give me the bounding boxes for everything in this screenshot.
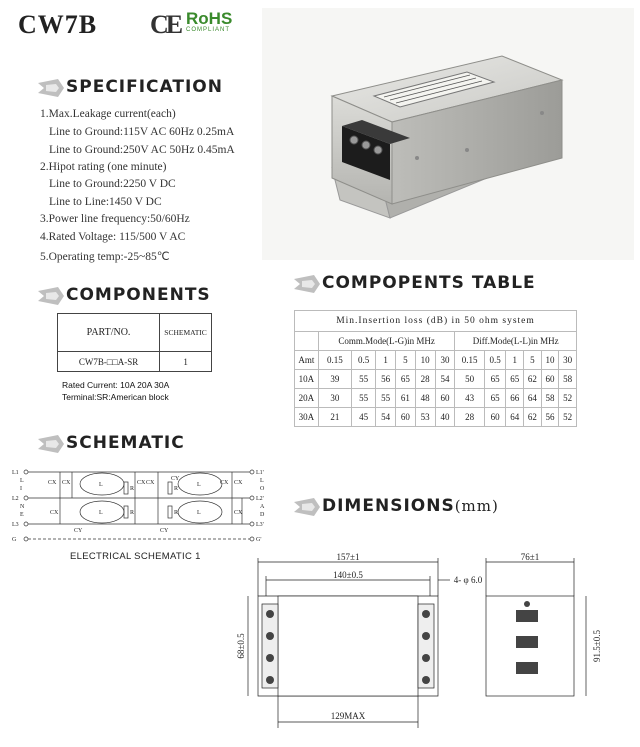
components-table-title: COMPOPENTS TABLE	[322, 273, 536, 293]
insertion-loss-value-cell: 54	[376, 408, 396, 427]
insertion-loss-value-cell: 65	[395, 370, 415, 389]
spec-line-2: Line to Ground:115V AC 60Hz 0.25mA	[49, 126, 235, 138]
insertion-loss-value-cell: 21	[318, 408, 351, 427]
model-title: CW7B	[18, 10, 98, 39]
insertion-loss-value-cell: 60	[484, 408, 506, 427]
dim-holes: 4- φ 6.0	[453, 575, 483, 585]
schem-label-gp: G'	[256, 537, 262, 543]
schem-line-letter: I	[20, 486, 22, 492]
schem-load-letter: L	[260, 478, 264, 484]
schem-coil: L	[99, 482, 103, 488]
section-bullet-icon	[294, 275, 320, 293]
schem-line-letter: N	[20, 504, 25, 510]
schem-coil: L	[197, 482, 201, 488]
section-bullet-icon	[38, 435, 64, 453]
insertion-loss-freq-cell: Amt	[295, 351, 319, 370]
blank-cell	[295, 332, 319, 351]
electrical-schematic-diagram	[10, 462, 280, 548]
insertion-loss-value-cell: 50	[455, 370, 485, 389]
insertion-loss-value-cell: 28	[455, 408, 485, 427]
components-title: COMPONENTS	[66, 285, 211, 305]
insertion-loss-freq-cell: 10	[415, 351, 435, 370]
insertion-loss-value-cell: 60	[395, 408, 415, 427]
parts-cell-partno: CW7B-□□A-SR	[58, 352, 160, 372]
schem-cy: CY	[160, 528, 169, 534]
insertion-loss-freq-cell: 5	[524, 351, 542, 370]
schem-cx: CX	[48, 480, 57, 486]
insertion-loss-freq-cell: 0.15	[318, 351, 351, 370]
terminal-note: Terminal:SR:American block	[62, 392, 169, 402]
insertion-loss-table	[294, 310, 577, 427]
spec-line-4: 2.Hipot rating (one minute)	[40, 161, 167, 173]
schem-label-g: G	[12, 537, 17, 543]
spec-line-8: 4.Rated Voltage: 115/500 V AC	[40, 231, 186, 243]
schem-cx: CX	[234, 510, 243, 516]
insertion-loss-value-cell: 64	[506, 408, 524, 427]
schem-cx: CX	[62, 480, 71, 486]
insertion-loss-value-cell: 40	[435, 408, 455, 427]
schem-label-l3p: L3'	[256, 522, 264, 528]
rohs-text: RoHS	[186, 9, 233, 28]
schem-load-letter: D	[260, 512, 265, 518]
insertion-loss-value-cell: 60	[435, 389, 455, 408]
insertion-loss-value-cell: 56	[541, 408, 559, 427]
insertion-loss-value-cell: 30A	[295, 408, 319, 427]
schem-load-letter: O	[260, 486, 265, 492]
insertion-loss-value-cell: 48	[415, 389, 435, 408]
insertion-loss-header-row	[295, 351, 577, 370]
spec-line-7: 3.Power line frequency:50/60Hz	[40, 213, 190, 225]
insertion-loss-value-cell: 28	[415, 370, 435, 389]
schem-label-l1p: L1'	[256, 470, 264, 476]
schematic-caption: ELECTRICAL SCHEMATIC 1	[70, 551, 201, 562]
insertion-loss-value-cell: 65	[484, 389, 506, 408]
insertion-loss-value-cell: 62	[524, 370, 542, 389]
diff-mode-label: Diff.Mode(L-L)in MHz	[455, 332, 577, 351]
section-bullet-icon	[38, 287, 64, 305]
insertion-loss-value-cell: 55	[351, 389, 375, 408]
insertion-loss-freq-cell: 5	[395, 351, 415, 370]
insertion-loss-value-cell: 30	[318, 389, 351, 408]
insertion-loss-value-cell: 65	[484, 370, 506, 389]
spec-line-9: 5.Operating temp:-25~85℃	[40, 251, 170, 263]
parts-table	[57, 313, 212, 372]
insertion-loss-caption: Min.Insertion loss (dB) in 50 ohm system	[295, 311, 577, 332]
schem-cx: CX	[50, 510, 59, 516]
dimensions-title	[322, 496, 499, 516]
rated-current-note: Rated Current: 10A 20A 30A	[62, 380, 170, 390]
dimension-drawing	[236, 552, 638, 744]
dim-body-length: 129MAX	[330, 711, 366, 721]
insertion-loss-value-cell: 53	[415, 408, 435, 427]
insertion-loss-value-cell: 55	[351, 370, 375, 389]
parts-header-schematic: SCHEMATIC	[160, 314, 212, 352]
insertion-loss-freq-cell: 0.15	[455, 351, 485, 370]
insertion-loss-row	[295, 408, 577, 427]
schem-label-l2p: L2'	[256, 496, 264, 502]
insertion-loss-freq-cell: 30	[435, 351, 455, 370]
insertion-loss-value-cell: 65	[506, 370, 524, 389]
insertion-loss-value-cell: 61	[395, 389, 415, 408]
insertion-loss-row	[295, 370, 577, 389]
schem-coil: L	[99, 510, 103, 516]
insertion-loss-value-cell: 39	[318, 370, 351, 389]
parts-header-partno: PART/NO.	[58, 314, 160, 352]
dimensions-title-text: DIMENSIONS	[322, 496, 455, 516]
insertion-loss-body	[295, 351, 577, 427]
specification-title: SPECIFICATION	[66, 77, 223, 97]
insertion-loss-freq-cell: 1	[376, 351, 396, 370]
dim-width: 76±1	[520, 552, 540, 562]
insertion-loss-value-cell: 20A	[295, 389, 319, 408]
dim-body-height: 68±0.5	[236, 633, 246, 659]
insertion-loss-freq-cell: 1	[506, 351, 524, 370]
rohs-logo	[186, 11, 240, 33]
insertion-loss-row	[295, 389, 577, 408]
spec-line-1: 1.Max.Leakage current(each)	[40, 108, 176, 120]
schem-load-letter: A	[260, 504, 265, 510]
common-mode-label: Comm.Mode(L-G)in MHz	[318, 332, 455, 351]
schematic-title: SCHEMATIC	[66, 433, 185, 453]
schem-label-l1: L1	[12, 470, 19, 476]
schem-cx: CX	[234, 480, 243, 486]
filter-unit-illustration	[262, 8, 634, 260]
insertion-loss-freq-cell: 10	[541, 351, 559, 370]
insertion-loss-value-cell: 62	[524, 408, 542, 427]
schem-line-letter: L	[20, 478, 24, 484]
insertion-loss-value-cell: 45	[351, 408, 375, 427]
insertion-loss-value-cell: 52	[559, 389, 577, 408]
ce-mark-logo: CE	[150, 10, 181, 39]
dim-overall-length: 157±1	[336, 552, 360, 562]
schem-line-letter: E	[20, 512, 24, 518]
schem-label-l2: L2	[12, 496, 19, 502]
schem-r: R	[174, 510, 179, 516]
spec-line-3: Line to Ground:250V AC 50Hz 0.45mA	[49, 144, 235, 156]
schem-cx: CX	[137, 480, 146, 486]
rohs-subtext: COMPLIANT	[186, 27, 231, 33]
schem-cx: CX	[220, 480, 229, 486]
dim-height: 91.5±0.5	[592, 630, 602, 662]
insertion-loss-value-cell: 43	[455, 389, 485, 408]
schem-cy: CY	[74, 528, 83, 534]
insertion-loss-value-cell: 58	[559, 370, 577, 389]
insertion-loss-value-cell: 54	[435, 370, 455, 389]
schem-label-l3: L3	[12, 522, 19, 528]
schem-r: R	[174, 486, 179, 492]
dimensions-unit: (mm)	[454, 497, 499, 515]
dim-mount-pitch: 140±0.5	[333, 570, 363, 580]
section-bullet-icon	[38, 79, 64, 97]
schem-cy: CY	[171, 476, 180, 482]
parts-cell-schematic: 1	[160, 352, 212, 372]
insertion-loss-value-cell: 55	[376, 389, 396, 408]
insertion-loss-value-cell: 56	[376, 370, 396, 389]
insertion-loss-freq-cell: 0.5	[484, 351, 506, 370]
insertion-loss-value-cell: 58	[541, 389, 559, 408]
schem-r: R	[130, 486, 135, 492]
insertion-loss-value-cell: 60	[541, 370, 559, 389]
section-bullet-icon	[294, 498, 320, 516]
insertion-loss-freq-cell: 0.5	[351, 351, 375, 370]
insertion-loss-value-cell: 10A	[295, 370, 319, 389]
spec-line-6: Line to Line:1450 V DC	[49, 196, 162, 208]
insertion-loss-value-cell: 66	[506, 389, 524, 408]
spec-line-5: Line to Ground:2250 V DC	[49, 178, 176, 190]
schem-cx: CX	[146, 480, 155, 486]
insertion-loss-freq-cell: 30	[559, 351, 577, 370]
product-photo	[262, 8, 634, 260]
insertion-loss-value-cell: 52	[559, 408, 577, 427]
schem-coil: L	[197, 510, 201, 516]
schem-r: R	[130, 510, 135, 516]
insertion-loss-value-cell: 64	[524, 389, 542, 408]
